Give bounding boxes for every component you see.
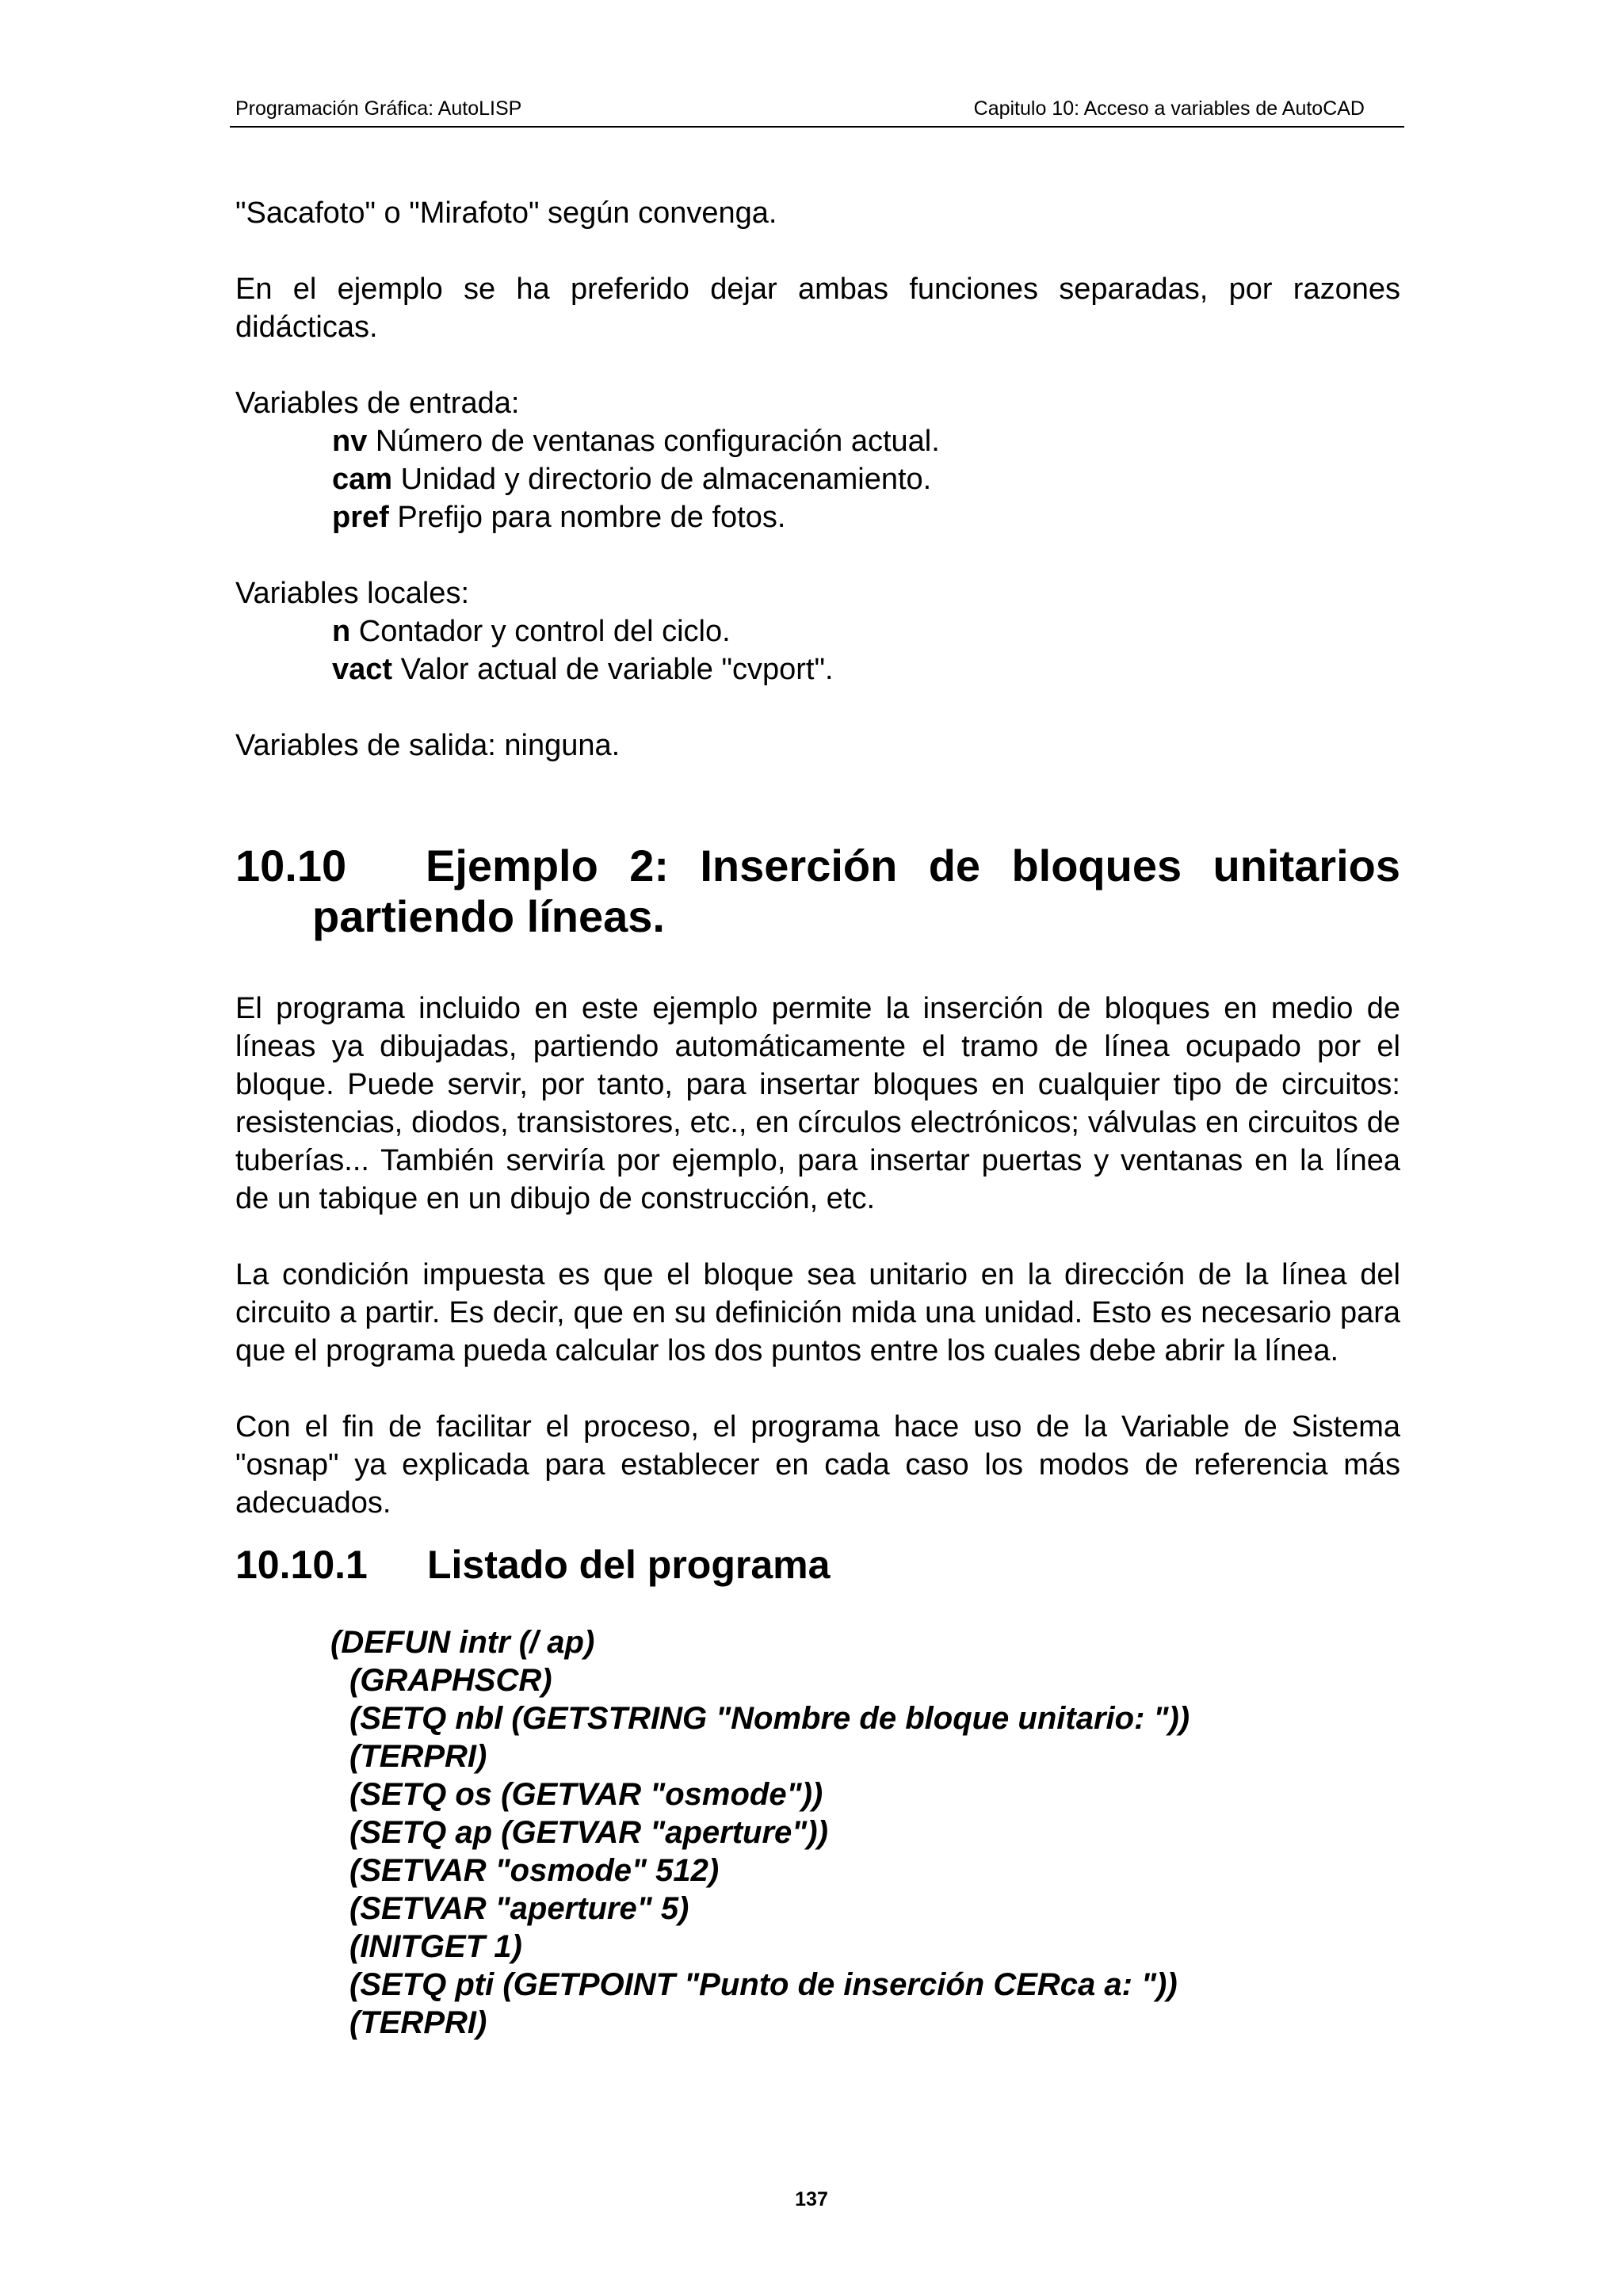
section-title-word: Inserción: [700, 841, 898, 891]
output-variables: Variables de salida: ninguna.: [235, 729, 621, 762]
code-line: (TERPRI): [349, 2005, 487, 2040]
paragraph: Con el fin de facilitar el proceso, el programa hace uso de la Variable de Sistema "osnap" ya explicada para establecer en cada caso los modos de referencia más adecuados.: [235, 1410, 1400, 1520]
code-line: (SETVAR "osmode" 512): [349, 1853, 720, 1888]
section-heading: [235, 841, 1400, 942]
variable-item: [332, 460, 1400, 498]
section-title-word: Ejemplo: [426, 841, 598, 891]
subsection-heading: [235, 1541, 1400, 1589]
code-line: (INITGET 1): [349, 1929, 522, 1964]
paragraph: El programa incluido en este ejemplo permite la inserción de bloques en medio de líneas ya dibujadas, partiendo automáticamente el tramo de línea ocupado por el bloque. Puede servir, por tanto, para insertar bloques en cualquier tipo de circuitos: resistencias, diodos, transistores, etc., en círculos electrónicos; válvulas en circuitos de tuberías... También serviría por ejemplo, para insertar puertas y ventanas en la línea de un tabique en un dibujo de construcción, etc.: [235, 992, 1400, 1215]
subsection-title: Listado del programa: [427, 1543, 831, 1587]
input-variables-label: Variables de entrada:: [235, 387, 520, 420]
section-title-line2: partiendo líneas.: [312, 891, 665, 941]
header-rule: [230, 126, 1404, 128]
variable-name: nv: [332, 425, 368, 458]
section-title-word: bloques: [1011, 841, 1182, 891]
variable-name: pref: [332, 501, 389, 534]
variable-desc: Unidad y directorio de almacenamiento.: [400, 463, 932, 496]
section-title-word: unitarios: [1212, 841, 1400, 891]
code-line: (SETQ os (GETVAR "osmode")): [349, 1777, 823, 1812]
paragraph: "Sacafoto" o "Mirafoto" según convenga.: [235, 196, 777, 230]
input-variables: [235, 384, 1400, 536]
local-variables: [235, 574, 1400, 688]
variable-item: [332, 612, 1400, 650]
variable-item: [332, 498, 1400, 536]
code-line: (DEFUN intr (/ ap): [330, 1625, 595, 1660]
section-title-word: de: [928, 841, 981, 891]
variable-item: [332, 650, 1400, 688]
variable-item: [332, 422, 1400, 460]
page-body: [235, 194, 1400, 2042]
subsection-number: 10.10.1: [235, 1543, 368, 1587]
variable-name: cam: [332, 463, 393, 496]
variable-desc: Valor actual de variable "cvport".: [400, 653, 834, 686]
variable-desc: Número de ventanas configuración actual.: [375, 425, 940, 458]
code-line: (TERPRI): [349, 1739, 487, 1774]
variable-name: n: [332, 615, 351, 648]
running-header-left: Programación Gráfica: AutoLISP: [235, 97, 522, 120]
code-line: (SETQ pti (GETPOINT "Punto de inserción CERca a: ")): [349, 1967, 1178, 2002]
section-title-word: 2:: [629, 841, 669, 891]
paragraph: En el ejemplo se ha preferido dejar ambas funciones separadas, por razones didácticas.: [235, 273, 1400, 344]
section-number: 10.10: [235, 841, 347, 891]
variable-desc: Contador y control del ciclo.: [358, 615, 731, 648]
code-line: (SETQ ap (GETVAR "aperture")): [349, 1815, 828, 1850]
code-line: (SETVAR "aperture" 5): [349, 1891, 689, 1926]
code-line: (GRAPHSCR): [349, 1663, 552, 1698]
running-header-right: Capitulo 10: Acceso a variables de AutoCAD: [973, 97, 1365, 120]
local-variables-label: Variables locales:: [235, 577, 470, 610]
code-listing: [330, 1623, 1400, 2042]
code-line: (SETQ nbl (GETSTRING "Nombre de bloque unitario: ")): [349, 1701, 1190, 1736]
paragraph: La condición impuesta es que el bloque sea unitario en la dirección de la línea del circuito a partir. Es decir, que en su definición mida una unidad. Esto es necesario para que el programa pueda calcular los dos puntos entre los cuales debe abrir la línea.: [235, 1258, 1400, 1367]
variable-name: vact: [332, 653, 393, 686]
variable-desc: Prefijo para nombre de fotos.: [397, 501, 786, 534]
page-number: 137: [795, 2188, 828, 2210]
